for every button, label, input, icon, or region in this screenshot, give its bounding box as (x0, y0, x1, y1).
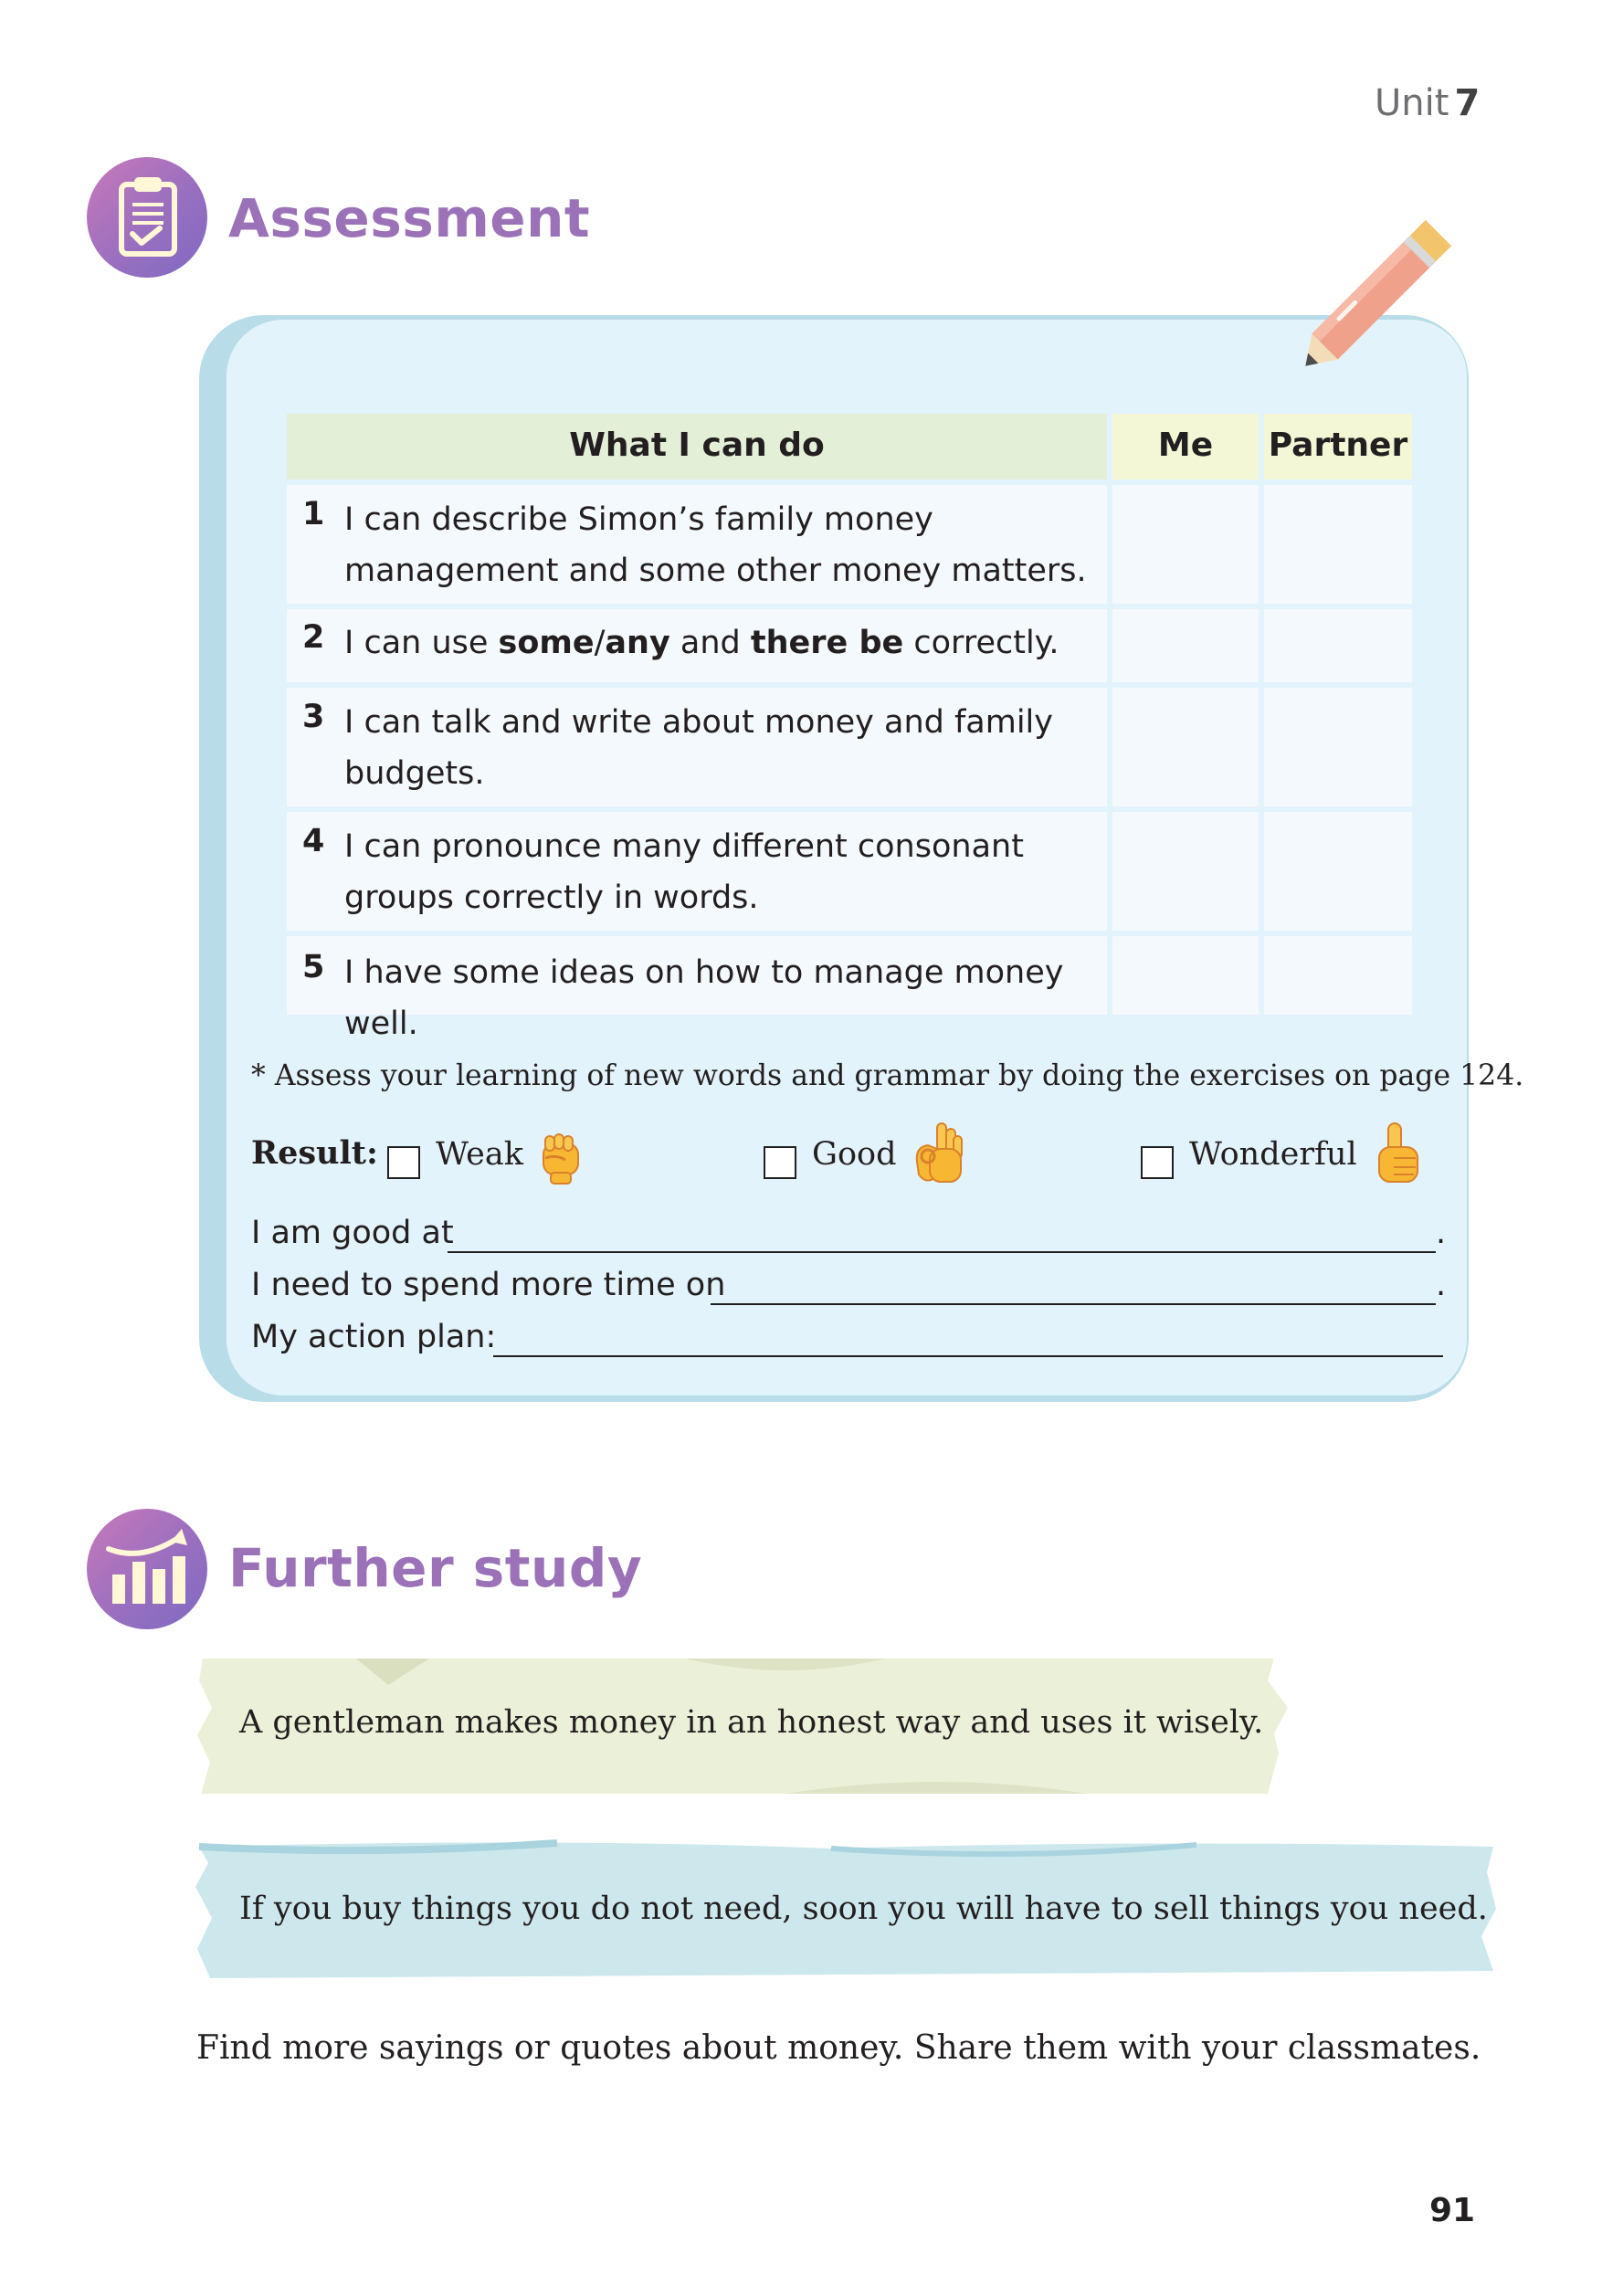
table-row: 2 I can use some/any and there be correctly. (287, 609, 1107, 682)
quote-text-1: A gentleman makes money in an honest way and uses it wisely. (239, 1704, 1264, 1741)
me-cell[interactable] (1112, 688, 1259, 806)
further-study-title: Further study (228, 1537, 643, 1599)
more-time-label: I need to spend more time on (251, 1267, 726, 1303)
pencil-icon (1279, 219, 1461, 384)
wonderful-checkbox[interactable] (1141, 1146, 1174, 1179)
unit-text: Unit (1375, 82, 1449, 124)
me-cell[interactable] (1112, 609, 1259, 682)
column-header-partner: Partner (1264, 414, 1412, 479)
partner-cell[interactable] (1264, 485, 1412, 604)
table-row: 5 I have some ideas on how to manage money well. (287, 936, 1107, 1015)
partner-cell[interactable] (1264, 936, 1412, 1015)
weak-checkbox[interactable] (387, 1146, 420, 1179)
good-checkbox[interactable] (764, 1146, 796, 1179)
further-study-instruction: Find more sayings or quotes about money. Share them with your classmates. (196, 2029, 1481, 2067)
good-at-label: I am good at (251, 1215, 454, 1251)
partner-cell[interactable] (1264, 688, 1412, 806)
weak-label: Weak (436, 1136, 523, 1173)
unit-number: 7 (1454, 82, 1481, 124)
fist-icon (534, 1131, 587, 1187)
partner-cell[interactable] (1264, 812, 1412, 931)
page-number: 91 (1429, 2192, 1476, 2229)
good-at-period: . (1436, 1215, 1447, 1251)
unit-label (1375, 82, 1480, 124)
good-label: Good (812, 1136, 897, 1173)
thumbs-up-icon (1372, 1122, 1427, 1187)
more-time-period: . (1436, 1267, 1447, 1303)
table-row: 4 I can pronounce many different consonant groups correctly in words. (287, 812, 1107, 931)
column-header-what-i-can-do: What I can do (287, 414, 1107, 479)
column-header-me: Me (1112, 414, 1259, 479)
table-row: 1 I can describe Simon’s family money management and some other money matters. (287, 485, 1107, 604)
assessment-note: * Assess your learning of new words and grammar by doing the exercises on page 124. (251, 1059, 1524, 1092)
more-time-line[interactable] (711, 1303, 1436, 1305)
me-cell[interactable] (1112, 485, 1259, 604)
wonderful-label: Wonderful (1189, 1136, 1357, 1173)
partner-cell[interactable] (1264, 609, 1412, 682)
table-row: 3 I can talk and write about money and family budgets. (287, 688, 1107, 806)
quote-text-2: If you buy things you do not need, soon you will have to sell things you need. (239, 1891, 1488, 1927)
bar-chart-icon (87, 1509, 207, 1629)
assessment-title: Assessment (228, 187, 591, 249)
me-cell[interactable] (1112, 936, 1259, 1015)
action-plan-line[interactable] (493, 1355, 1443, 1357)
me-cell[interactable] (1112, 812, 1259, 931)
action-plan-label: My action plan: (251, 1319, 497, 1355)
result-label: Result: (251, 1134, 378, 1172)
ok-hand-icon (910, 1122, 966, 1189)
good-at-line[interactable] (448, 1251, 1436, 1253)
clipboard-check-icon (87, 157, 207, 278)
